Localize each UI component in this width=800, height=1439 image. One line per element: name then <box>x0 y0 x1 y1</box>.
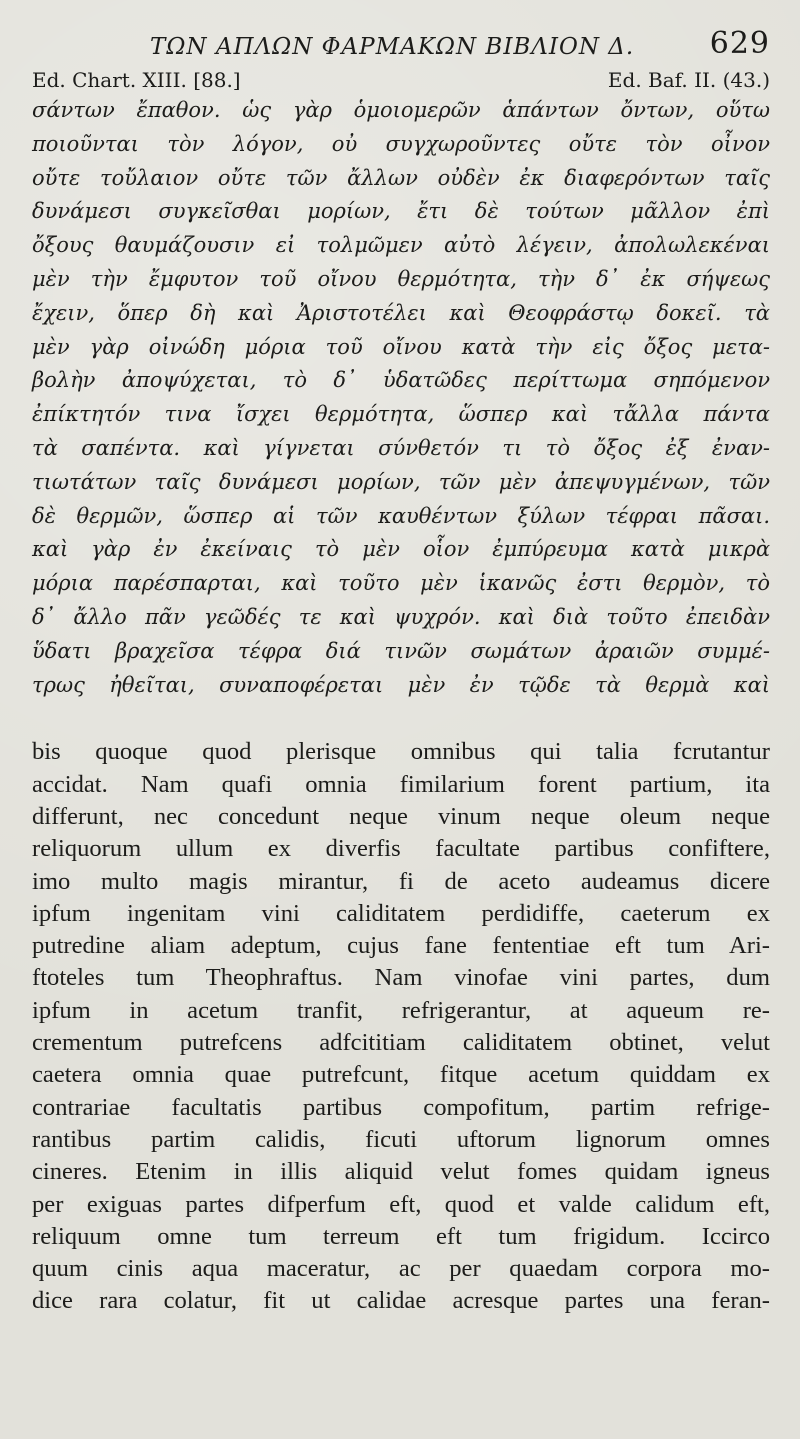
greek-line: μὲν γὰρ οἰνώδη μόρια τοῦ οἴνου κατὰ τὴν εἰς ὄξος μετα- <box>32 334 770 359</box>
latin-line: dice rara colatur, fit ut calidae acresque partes una feran- <box>32 1287 770 1315</box>
greek-text-block <box>32 94 770 702</box>
greek-line: μόρια παρέσπαρται, καὶ τοῦτο μὲν ἱκανῶς ἐστι θερμὸν, τὸ <box>32 571 770 596</box>
greek-line: ἔχειν, ὅπερ δὴ καὶ Ἀριστοτέλει καὶ Θεοφράστῳ δοκεῖ. τὰ <box>32 300 770 325</box>
latin-line: reliquum omne tum terreum eft tum frigidum. Iccirco <box>32 1222 770 1250</box>
latin-line: ipfum ingenitam vini caliditatem perdidiffe, caeterum ex <box>32 899 770 927</box>
edition-basel: Ed. Baf. II. (43.) <box>607 68 770 92</box>
column-gap <box>32 702 770 736</box>
latin-line: crementum putrefcens adfcititiam caliditatem obtinet, velut <box>32 1029 770 1057</box>
greek-line: δυνάμεσι συγκεῖσθαι μορίων, ἔτι δὲ τούτων μᾶλλον ἐπὶ <box>32 199 770 224</box>
latin-line: bis quoque quod plerisque omnibus qui talia fcrutantur <box>32 738 770 766</box>
latin-line: per exiguas partes difperfum eft, quod et valde calidum eft, <box>32 1190 770 1218</box>
greek-line: τρως ἠθεῖται, συναποφέρεται μὲν ἐν τῷδε τὰ θερμὰ καὶ <box>32 672 770 697</box>
greek-line: τὰ σαπέντα. καὶ γίγνεται σύνθετόν τι τὸ ὄξος ἐξ ἐναν- <box>32 435 770 460</box>
latin-line: ipfum in acetum tranfit, refrigerantur, at aqueum re- <box>32 996 770 1024</box>
greek-line: δὲ θερμῶν, ὥσπερ αἱ τῶν καυθέντων ξύλων τέφραι πᾶσαι. <box>32 503 770 528</box>
greek-line: βολὴν ἀποψύχεται, τὸ δ᾽ ὑδατῶδες περίττωμα σηπόμενον <box>32 368 770 393</box>
greek-line: σάντων ἔπαθον. ὡς γὰρ ὁμοιομερῶν ἁπάντων ὄντων, οὕτω <box>32 98 770 122</box>
latin-text-block <box>32 736 770 1317</box>
latin-line: contrariae facultatis partibus compofitum, partim refrige- <box>32 1093 770 1121</box>
greek-line: μὲν τὴν ἔμφυτον τοῦ οἴνου θερμότητα, τὴν δ᾽ ἐκ σήψεως <box>32 266 770 291</box>
latin-line: caetera omnia quae putrefcunt, fitque acetum quiddam ex <box>32 1061 770 1089</box>
greek-line: ποιοῦνται τὸν λόγον, οὐ συγχωροῦντες οὔτε τὸν οἶνον <box>32 131 770 156</box>
latin-line: cineres. Etenim in illis aliquid velut fomes quidam igneus <box>32 1158 770 1186</box>
greek-line: καὶ γὰρ ἐν ἐκείναις τὸ μὲν οἷον ἐμπύρευμα κατὰ μικρὰ <box>32 537 770 562</box>
latin-line: accidat. Nam quafi omnia fimilarium forent partium, ita <box>32 770 770 798</box>
latin-line: rantibus partim calidis, ficuti uftorum lignorum omnes <box>32 1125 770 1153</box>
latin-line: ftoteles tum Theophraftus. Nam vinofae vini partes, dum <box>32 964 770 992</box>
latin-line: differunt, nec concedunt neque vinum neque oleum neque <box>32 802 770 830</box>
latin-line: reliquorum ullum ex diverfis facultate partibus confiftere, <box>32 835 770 863</box>
latin-line: imo multo magis mirantur, fi de aceto audeamus dicere <box>32 867 770 895</box>
running-title: ΤΩΝ ΑΠΛΩΝ ΦΑΡΜΑΚΩΝ ΒΙΒΛΙΟΝ Δ. <box>150 34 635 60</box>
greek-line: ὕδατι βραχεῖσα τέφρα διά τινῶν σωμάτων ἀραιῶν συμμέ- <box>32 638 770 663</box>
edition-chartier: Ed. Chart. XIII. [88.] <box>32 68 241 92</box>
running-head <box>32 26 770 70</box>
greek-line: ὄξους θαυμάζουσιν εἰ τολμῶμεν αὐτὸ λέγειν, ἀπολωλεκέναι <box>32 233 770 258</box>
edition-references <box>32 66 770 94</box>
greek-line: ἐπίκτητόν τινα ἴσχει θερμότητα, ὥσπερ καὶ τἄλλα πάντα <box>32 402 770 427</box>
page-number: 629 <box>709 26 770 61</box>
latin-line: putredine aliam adeptum, cujus fane fententiae eft tum Ari- <box>32 932 770 960</box>
greek-line: τιωτάτων ταῖς δυνάμεσι μορίων, τῶν μὲν ἀπεψυγμένων, τῶν <box>32 469 770 494</box>
greek-line: δ᾽ ἄλλο πᾶν γεῶδές τε καὶ ψυχρόν. καὶ διὰ τοῦτο ἐπειδὰν <box>32 604 770 629</box>
greek-line: οὔτε τοὔλαιον οὔτε τῶν ἄλλων οὐδὲν ἐκ διαφερόντων ταῖς <box>32 165 770 190</box>
latin-line: quum cinis aqua maceratur, ac per quaedam corpora mo- <box>32 1255 770 1283</box>
